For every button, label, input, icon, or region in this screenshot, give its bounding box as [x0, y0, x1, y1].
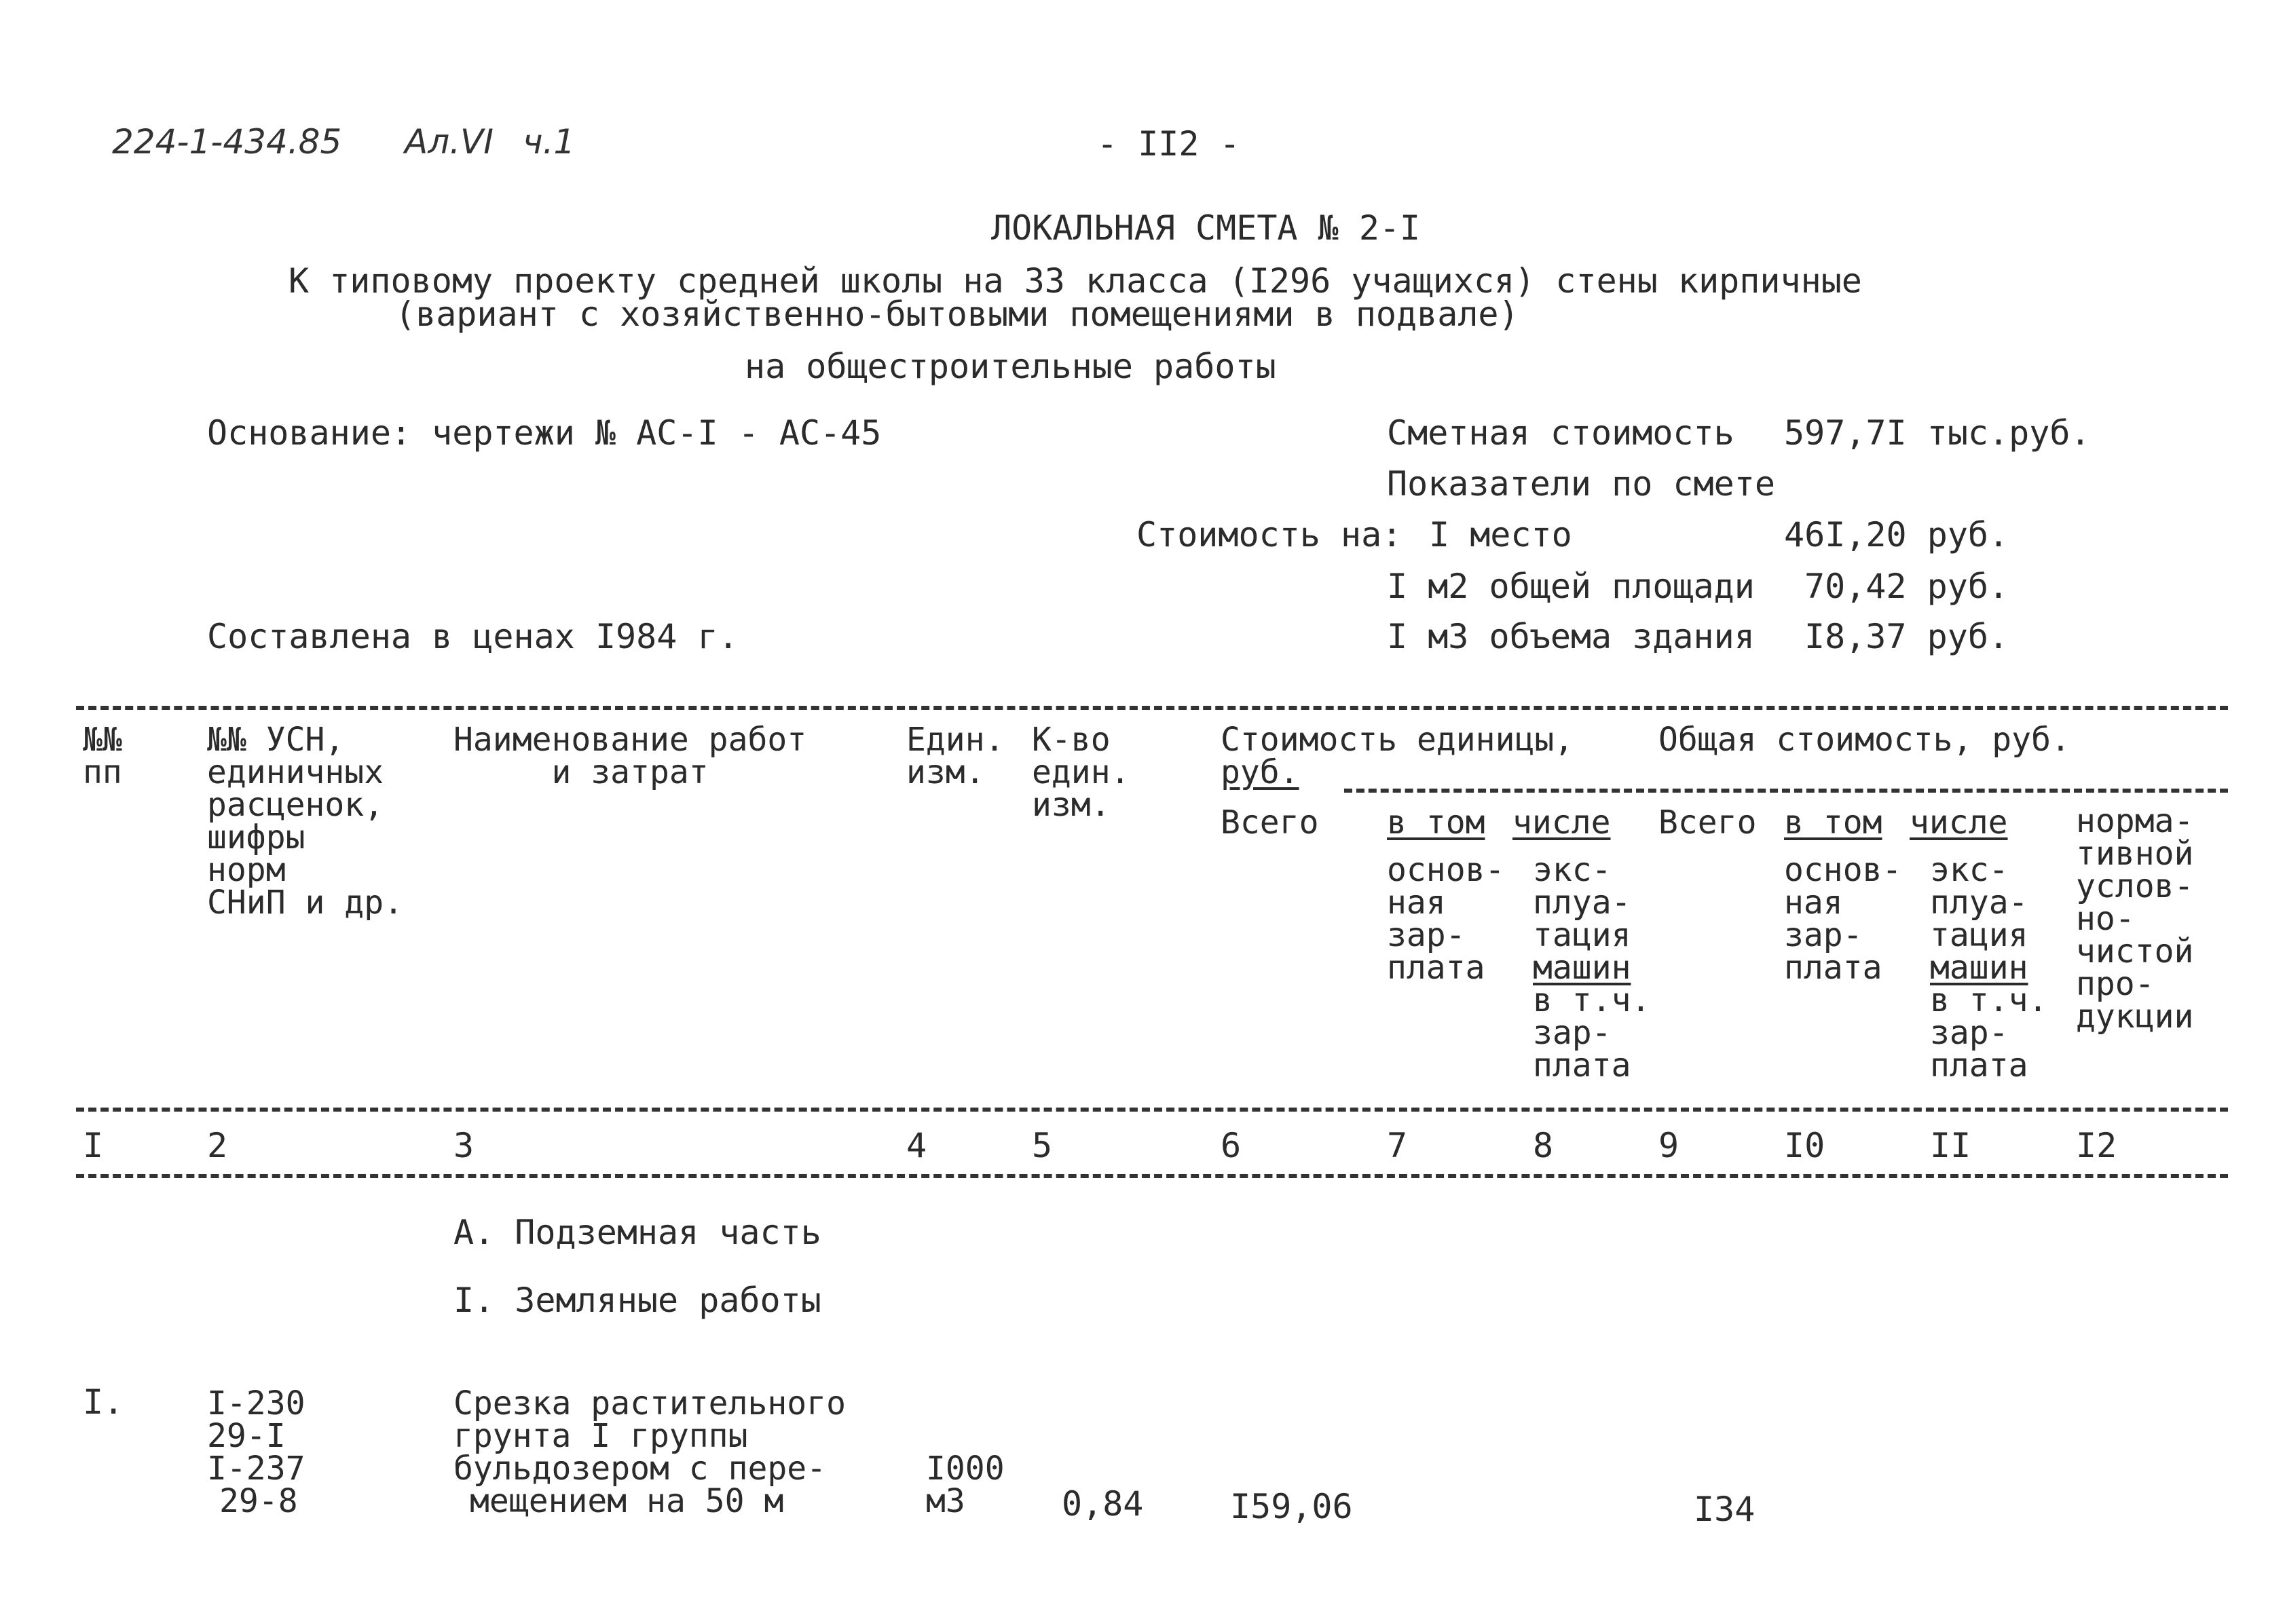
cost-row-label: I место — [1429, 515, 1572, 554]
column-number: 7 — [1387, 1126, 1408, 1165]
cost-row-value: 70,42 руб. — [1804, 567, 2009, 606]
row-number: I. — [83, 1382, 124, 1422]
basis-text: Основание: чертежи № АС-I - АС-45 — [207, 413, 882, 453]
header-col-quantity: К-во един. изм. — [1032, 721, 1130, 824]
header-bottom-rule — [76, 1108, 2228, 1112]
header-col-codes: №№ УСН, единичных расценок, шифры норм СНиП и др. — [207, 721, 403, 922]
header-unit-cost-group: Стоимость единицы, — [1221, 721, 1574, 759]
section-heading: I. Земляные работы — [453, 1281, 821, 1320]
cost-row-value: I8,37 руб. — [1804, 617, 2009, 656]
header-unit-total: Всего — [1221, 804, 1319, 842]
header-unit-machines: экс- плуа- тация машин в т.ч. зар- плата — [1533, 851, 1651, 1084]
cost-on-label: Стоимость на: — [1136, 515, 1402, 554]
album-number: Ал.VI — [405, 122, 494, 162]
row-description: Срезка растительного грунта I группы бульдозером с пере- мещением на 50 м — [453, 1384, 846, 1520]
column-number: 6 — [1221, 1126, 1242, 1165]
column-number: 5 — [1032, 1126, 1053, 1165]
header-unit-cost-rub: руб. — [1221, 753, 1299, 791]
cost-row-label: I м2 общей площади — [1387, 567, 1755, 606]
row-quantity: 0,84 — [1062, 1484, 1144, 1524]
cost-row-label: I м3 объема здания — [1387, 617, 1755, 656]
indicators-label: Показатели по смете — [1387, 464, 1775, 504]
document-code: 224-1-434.85 — [112, 122, 342, 162]
column-number: 8 — [1533, 1126, 1554, 1165]
header-total-cost-group: Общая стоимость, руб. — [1658, 721, 2070, 759]
column-numbers-rule — [76, 1174, 2228, 1178]
header-total-machines: экс- плуа- тация машин в т.ч. зар- плата — [1930, 851, 2048, 1084]
cost-row-value: 46I,20 руб. — [1784, 515, 2009, 554]
row-unit: I000 м3 — [926, 1450, 1005, 1520]
page-number: - II2 - — [1097, 124, 1240, 164]
section-heading: А. Подземная часть — [453, 1213, 821, 1252]
document-title: ЛОКАЛЬНАЯ СМЕТА № 2-I — [991, 208, 1421, 248]
compiled-in-prices: Составлена в ценах I984 г. — [207, 617, 739, 656]
header-including: в том — [1784, 804, 1882, 842]
header-including: числе — [1512, 804, 1611, 842]
column-number: 3 — [453, 1126, 475, 1165]
row-codes: I-230 29-I I-237 29-8 — [207, 1384, 305, 1520]
row-total: I34 — [1694, 1490, 1755, 1529]
column-number: I2 — [2076, 1126, 2117, 1165]
subtitle-line-1: К типовому проекту средней школы на 33 класса (I296 учащихся) стены кирпичные — [289, 261, 1862, 301]
part-number: ч.1 — [523, 122, 576, 162]
estimated-cost-label: Сметная стоимость — [1387, 413, 1734, 453]
header-including: в том — [1387, 804, 1485, 842]
column-number: I0 — [1784, 1126, 1825, 1165]
column-number: I — [83, 1126, 104, 1165]
estimated-cost-value: 597,7I тыс.руб. — [1784, 413, 2091, 453]
header-sub-rule — [1344, 789, 2228, 793]
header-unit-basic-wage: основ- ная зар- плата — [1387, 851, 1505, 987]
header-normative-product: норма- тивной услов- но- чистой про- дукции — [2076, 802, 2194, 1036]
header-col-unit: Един. изм. — [906, 721, 1005, 791]
header-including: числе — [1910, 804, 2008, 842]
header-total-basic-wage: основ- ная зар- плата — [1784, 851, 1902, 987]
header-col-number: №№ пп — [83, 721, 122, 791]
header-overall-total: Всего — [1658, 804, 1757, 842]
column-number: 9 — [1658, 1126, 1679, 1165]
row-unit-total: I59,06 — [1230, 1487, 1353, 1526]
header-col-name: Наименование работ и затрат — [453, 721, 807, 791]
column-number: 2 — [207, 1126, 228, 1165]
subtitle-line-2: (вариант с хозяйственно-бытовыми помещениями в подвале) — [395, 295, 1519, 334]
column-number: 4 — [906, 1126, 927, 1165]
column-number: II — [1930, 1126, 1971, 1165]
table-top-rule — [76, 706, 2228, 710]
subtitle-line-3: на общестроительные работы — [745, 347, 1276, 386]
